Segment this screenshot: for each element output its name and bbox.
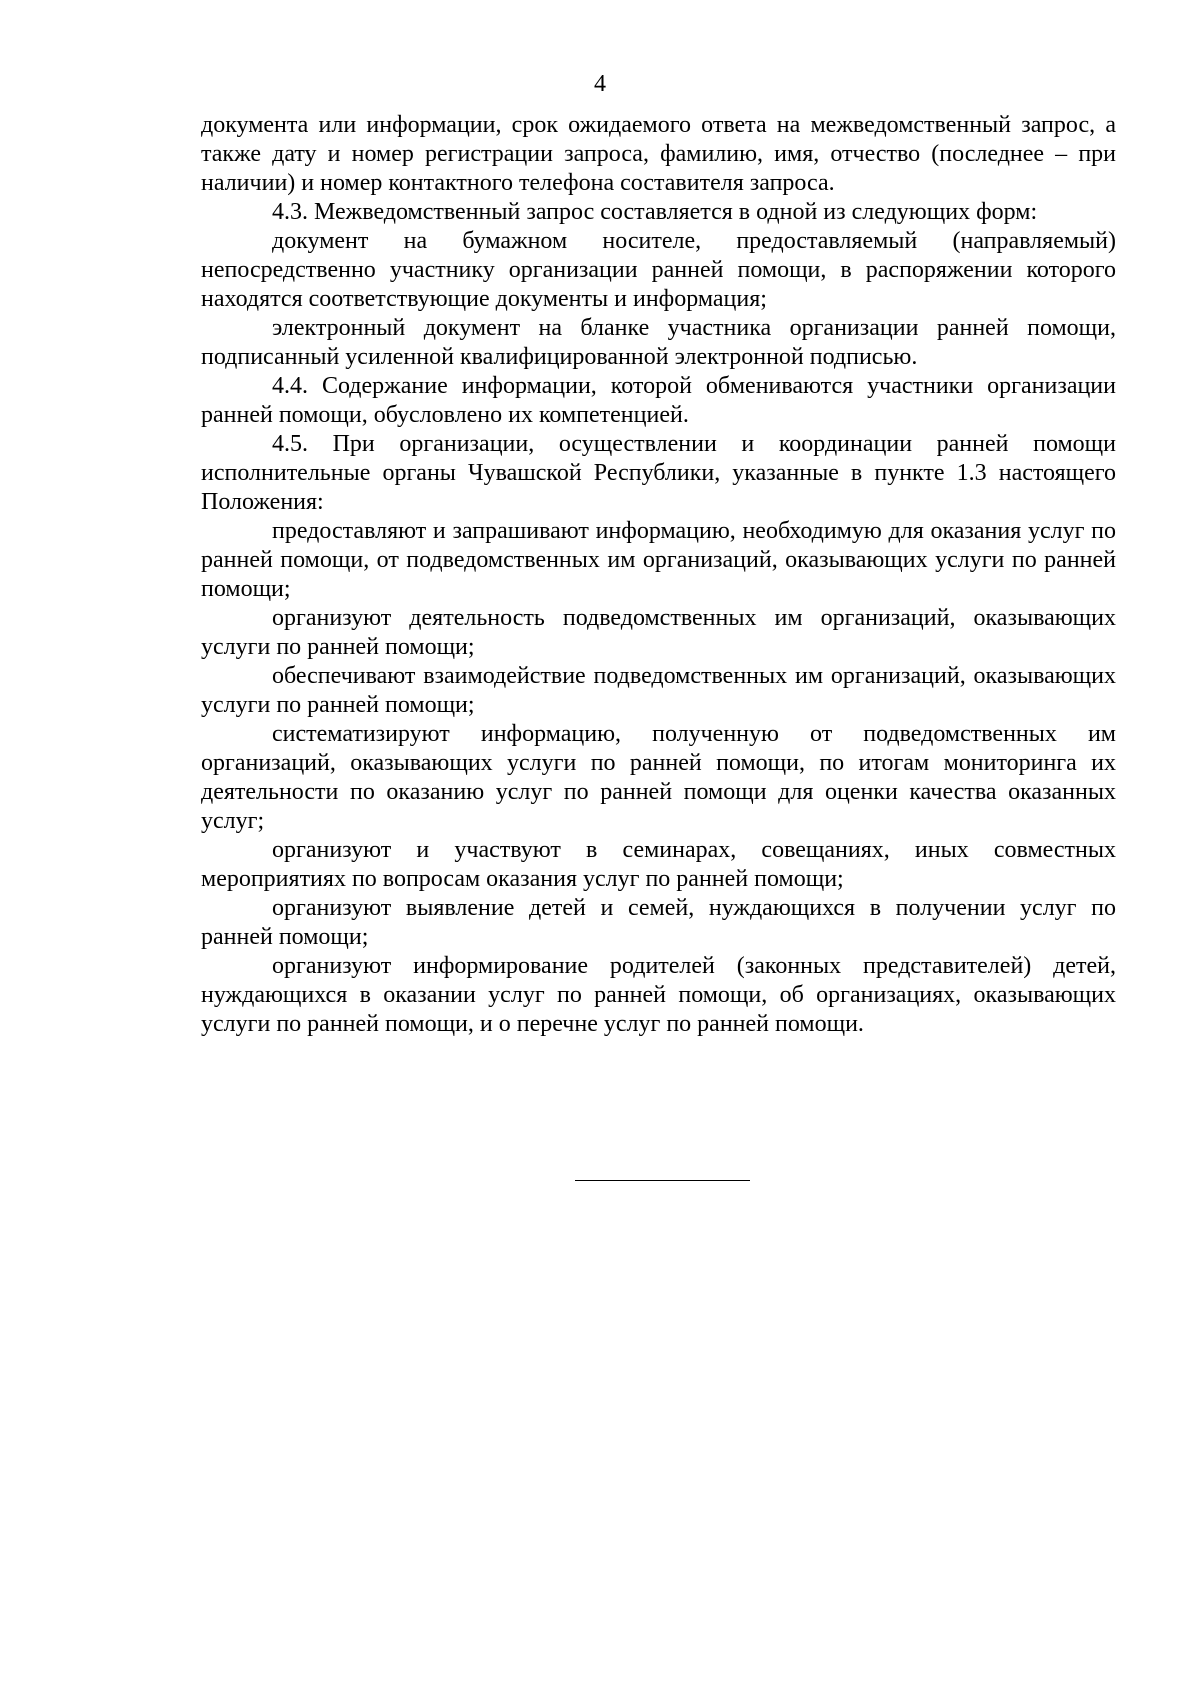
paragraph-electronic-document: электронный документ на бланке участника организации ранней помощи, подписанный усиленной квалифицированной электронной подписью. — [201, 315, 1116, 370]
paragraph-provide-request-info: предоставляют и запрашивают информацию, необходимую для оказания услуг по ранней помощи, от подведомственных им организаций, оказывающих услуги по ранней помощи; — [201, 518, 1116, 602]
paragraph-identify-children: организуют выявление детей и семей, нуждающихся в получении услуг по ранней помощи; — [201, 895, 1116, 950]
paragraph-continuation: документа или информации, срок ожидаемого ответа на межведомственный запрос, а также дату и номер регистрации запроса, фамилию, имя, отчество (последнее – при наличии) и номер контактного телефона составителя запроса. — [201, 112, 1116, 196]
paragraph-inform-parents: организуют информирование родителей (законных представителей) детей, нуждающихся в оказании услуг по ранней помощи, об организациях, оказывающих услуги по ранней помощи, и о перечне услуг по ранней помощи. — [201, 953, 1116, 1037]
paragraph-4-4: 4.4. Содержание информации, которой обмениваются участники организации ранней помощи, обусловлено их компетенцией. — [201, 373, 1116, 428]
paragraph-ensure-interaction: обеспечивают взаимодействие подведомственных им организаций, оказывающих услуги по ранней помощи; — [201, 663, 1116, 718]
paragraph-seminars: организуют и участвуют в семинарах, совещаниях, иных совместных мероприятиях по вопросам оказания услуг по ранней помощи; — [201, 837, 1116, 892]
paragraph-paper-document: документ на бумажном носителе, предоставляемый (направляемый) непосредственно участнику организации ранней помощи, в распоряжении которого находятся соответствующие документы и информация; — [201, 228, 1116, 312]
document-body — [201, 111, 1116, 1039]
paragraph-4-5: 4.5. При организации, осуществлении и координации ранней помощи исполнительные органы Чувашской Республики, указанные в пункте 1.3 настоящего Положения: — [201, 431, 1116, 515]
paragraph-4-3: 4.3. Межведомственный запрос составляется в одной из следующих форм: — [272, 199, 1038, 225]
page-number: 4 — [594, 71, 606, 97]
paragraph-organize-activity: организуют деятельность подведомственных им организаций, оказывающих услуги по ранней помощи; — [201, 605, 1116, 660]
paragraph-systematize-info: систематизируют информацию, полученную от подведомственных им организаций, оказывающих услуги по ранней помощи, по итогам мониторинга их деятельности по оказанию услуг по ранней помощи для оценки качества оказанных услуг; — [201, 721, 1116, 834]
end-separator-line — [575, 1180, 750, 1181]
